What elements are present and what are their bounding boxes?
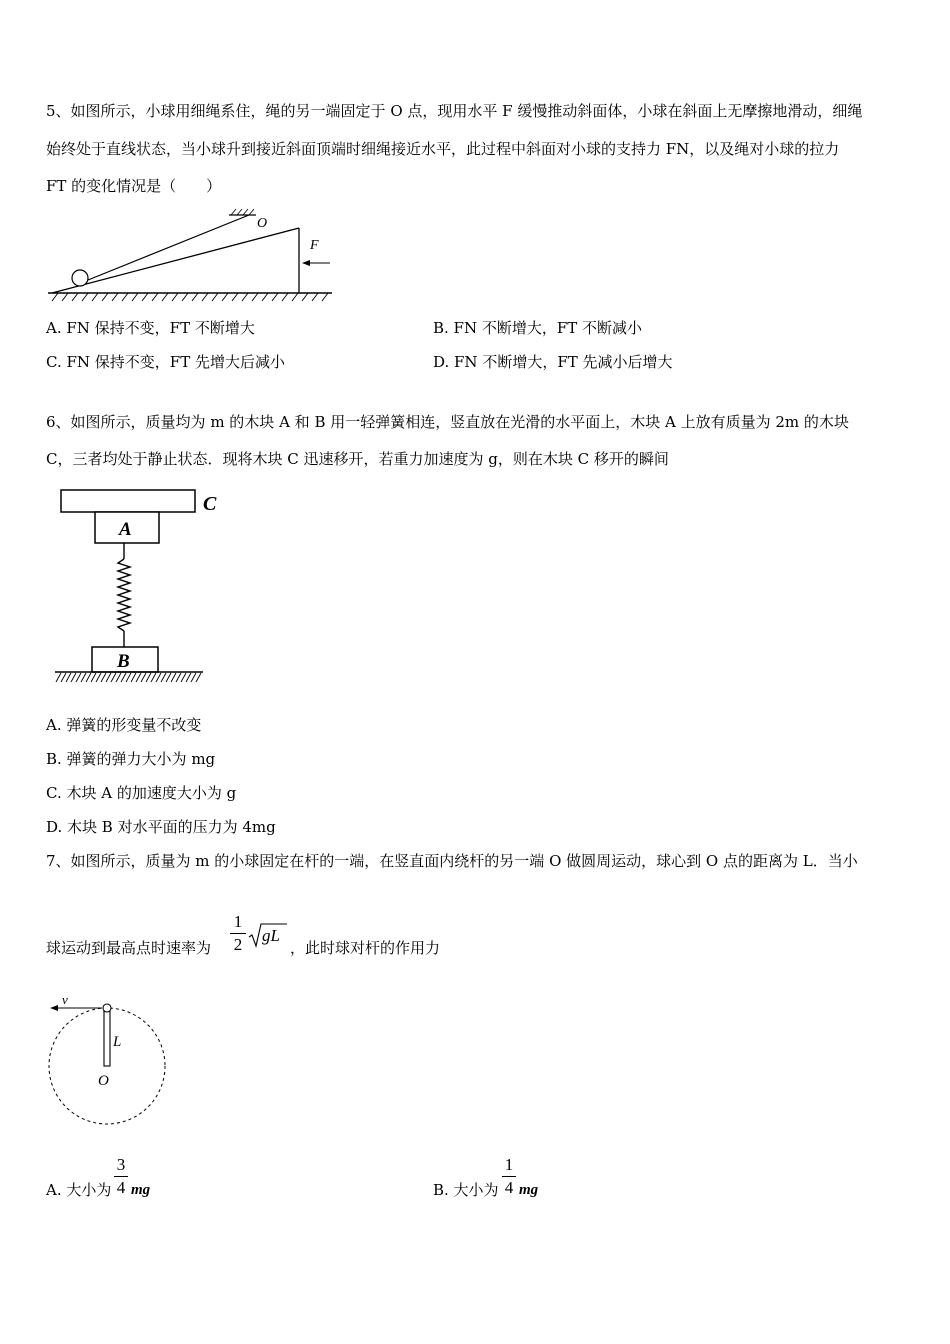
label-a: A [119, 519, 132, 540]
label-v: v [62, 992, 68, 1007]
q7-option-a-fraction [114, 1155, 128, 1198]
label-c: C [203, 493, 217, 515]
q7-option-a-suffix: mg [131, 1182, 151, 1198]
q7-option-b-den: 4 [504, 1178, 514, 1197]
incline-figure [44, 205, 344, 305]
spring-blocks-figure [52, 485, 232, 690]
q5-option-d[interactable]: D. FN 不断增大，FT 先减小后增大 [433, 353, 673, 371]
q6-option-d[interactable]: D. 木块 B 对水平面的压力为 4mg [46, 818, 276, 836]
speed-fraction [230, 912, 246, 955]
q6-line1: 6、如图所示，质量均为 m 的木块 A 和 B 用一轻弹簧相连，竖直放在光滑的水平面上，木块 A 上放有质量为 2m 的木块 [46, 413, 849, 431]
q5-line3: FT 的变化情况是（ ） [46, 177, 222, 195]
label-l: L [113, 1034, 122, 1050]
label-f: F [310, 238, 319, 253]
q6-line2: C，三者均处于静止状态．现将木块 C 迅速移开，若重力加速度为 g，则在木块 C 移开的瞬间 [46, 450, 669, 468]
label-o: O [98, 1073, 109, 1089]
q5-option-b[interactable]: B. FN 不断增大，FT 不断减小 [433, 319, 643, 337]
q7-line2-post: ，此时球对杆的作用力 [290, 939, 441, 957]
q7-option-b-num: 1 [504, 1155, 514, 1174]
q7-option-a-num: 3 [116, 1155, 126, 1174]
q5-option-a[interactable]: A. FN 保持不变，FT 不断增大 [46, 319, 255, 337]
speed-root: gL [262, 926, 280, 945]
q7-line1: 7、如图所示，质量为 m 的小球固定在杆的一端，在竖直面内绕杆的另一端 O 做圆周运动，球心到 O 点的距离为 L．当小 [46, 852, 858, 870]
speed-numerator: 1 [233, 912, 243, 931]
q5-option-c[interactable]: C. FN 保持不变，FT 先增大后减小 [46, 353, 285, 371]
q6-option-a[interactable]: A. 弹簧的形变量不改变 [46, 716, 202, 734]
label-o: O [257, 216, 268, 231]
label-b: B [117, 651, 130, 672]
q6-option-c[interactable]: C. 木块 A 的加速度大小为 g [46, 784, 237, 802]
q7-option-b-prefix: B. 大小为 [433, 1181, 499, 1199]
q5-line2: 始终处于直线状态，当小球升到接近斜面顶端时细绳接近水平，此过程中斜面对小球的支持力 FN，以及绳对小球的拉力 [46, 140, 840, 158]
q7-option-a[interactable] [46, 1180, 111, 1200]
circle-rod-figure [44, 992, 174, 1132]
q7-option-b[interactable] [433, 1180, 499, 1200]
q7-option-b-suffix: mg [519, 1182, 539, 1198]
q7-option-a-den: 4 [116, 1178, 126, 1197]
q5-line1: 5、如图所示，小球用细绳系住，绳的另一端固定于 O 点，现用水平 F 缓慢推动斜面体，小球在斜面上无摩擦地滑动，细绳 [46, 102, 863, 120]
q6-option-b[interactable]: B. 弹簧的弹力大小为 mg [46, 750, 216, 768]
q7-line2-pre: 球运动到最高点时速率为 [46, 939, 212, 957]
q7-option-b-fraction [502, 1155, 516, 1198]
q7-option-a-prefix: A. 大小为 [46, 1181, 112, 1199]
speed-denominator: 2 [233, 935, 243, 954]
